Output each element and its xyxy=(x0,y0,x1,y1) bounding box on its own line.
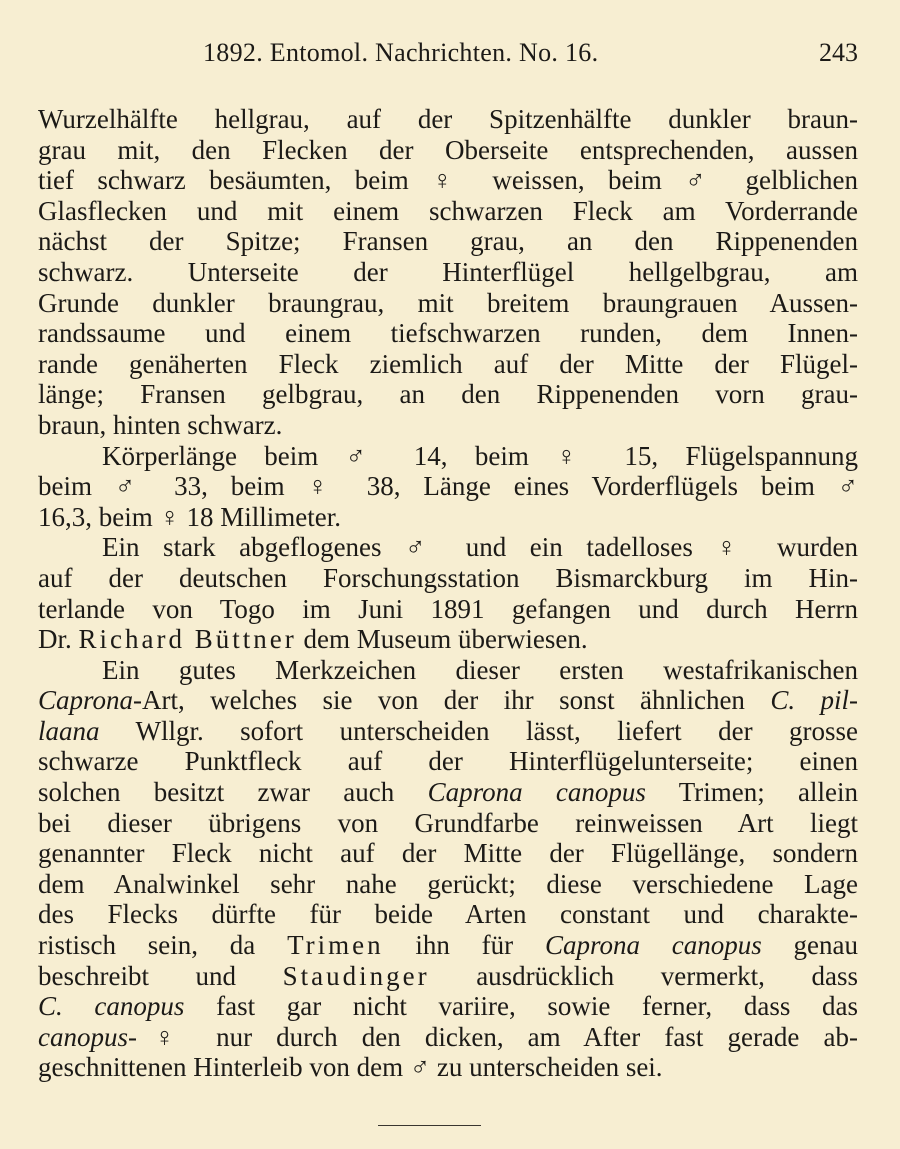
running-title: 1892. Entomol. Nachrichten. No. 16. xyxy=(203,38,599,67)
text-segment: -Art, welches sie von der ihr sonst ähnlichen xyxy=(133,685,771,716)
text-line: Körperlänge beim ♂ 14, beim ♀ 15, Flügelspannung xyxy=(102,440,858,471)
text-segment: dem Museum überwiesen. xyxy=(296,624,588,655)
text-line: Glasflecken und mit einem schwarzen Fleck am Vorderrande xyxy=(38,195,858,226)
text-line: Ein stark abgeflogenes ♂ und ein tadelloses ♀ wurden xyxy=(102,532,858,563)
italic-segment: C. canopus xyxy=(38,991,185,1022)
text-line: auf der deutschen Forschungsstation Bismarckburg im Hin- xyxy=(38,562,858,593)
text-line: länge; Fransen gelbgrau, an den Rippenenden vorn grau- xyxy=(38,379,858,410)
text-line: geschnittenen Hinterleib von dem ♂ zu unterscheiden sei. xyxy=(38,1052,663,1083)
text-segment: beschreibt und xyxy=(38,960,283,991)
italic-segment: canopus xyxy=(38,1021,128,1052)
text-line xyxy=(38,1022,858,1053)
text-line: terlande von Togo im Juni 1891 gefangen und durch Herrn xyxy=(38,593,858,624)
closing-rule xyxy=(378,1125,481,1126)
text-segment: genau xyxy=(761,930,859,961)
italic-segment: Caprona xyxy=(38,685,134,716)
body-text xyxy=(38,104,858,1083)
text-line: nächst der Spitze; Fransen grau, an den Rippenenden xyxy=(38,226,858,257)
text-segment: solchen besitzt zwar auch xyxy=(38,777,428,808)
text-segment: Trimen; allein xyxy=(645,777,858,808)
text-segment: Wllgr. sofort unterscheiden lässt, liefert der grosse xyxy=(99,715,858,746)
text-line xyxy=(38,624,858,655)
text-segment: fast gar nicht variire, sowie ferner, dass das xyxy=(184,991,858,1022)
text-line xyxy=(38,685,858,716)
text-line: Wurzelhälfte hellgrau, auf der Spitzenhälfte dunkler braun- xyxy=(38,104,858,134)
text-line: Ein gutes Merkzeichen dieser ersten westafrikanischen xyxy=(102,654,858,685)
text-line: tief schwarz besäumten, beim ♀ weissen, beim ♂ gelblichen xyxy=(38,165,858,196)
page-number: 243 xyxy=(819,38,858,67)
text-line: schwarze Punktfleck auf der Hinterflügelunterseite; einen xyxy=(38,746,858,777)
italic-segment: laana xyxy=(38,715,100,746)
text-segment: ausdrücklich vermerkt, dass xyxy=(429,960,859,991)
text-line xyxy=(38,991,858,1022)
text-line xyxy=(38,716,858,747)
text-segment: ihn für xyxy=(383,930,545,961)
text-line: schwarz. Unterseite der Hinterflügel hellgelbgrau, am xyxy=(38,256,858,287)
text-segment: ristisch sein, da xyxy=(38,930,288,961)
text-line xyxy=(38,930,858,961)
text-line: 16,3, beim ♀ 18 Millimeter. xyxy=(38,501,341,532)
text-line: beim ♂ 33, beim ♀ 38, Länge eines Vorderflügels beim ♂ xyxy=(38,471,858,502)
text-line xyxy=(38,961,858,992)
italic-segment: Caprona canopus xyxy=(427,777,646,808)
italic-segment: Caprona canopus xyxy=(544,930,762,961)
text-line: dem Analwinkel sehr nahe gerückt; diese verschiedene Lage xyxy=(38,868,858,899)
text-line: des Flecks dürfte für beide Arten constant und charakte- xyxy=(38,899,858,930)
document-page xyxy=(38,0,859,1083)
spaced-name-segment: Staudinger xyxy=(282,960,430,991)
text-line: genannter Fleck nicht auf der Mitte der Flügellänge, sondern xyxy=(38,838,858,869)
page-header xyxy=(38,0,858,80)
text-line: Grunde dunkler braungrau, mit breitem braungrauen Aussen- xyxy=(38,287,858,318)
text-segment: Dr. xyxy=(38,624,79,655)
text-line: bei dieser übrigens von Grundfarbe reinweissen Art liegt xyxy=(38,807,858,838)
text-line: randssaume und einem tiefschwarzen runden, dem Innen- xyxy=(38,318,858,349)
spaced-name-segment: Trimen xyxy=(287,930,384,961)
italic-segment: C. pil- xyxy=(770,685,858,716)
text-segment: -♀ nur durch den dicken, am After fast gerade ab- xyxy=(128,1021,858,1052)
spaced-name-segment: Richard Büttner xyxy=(78,624,297,655)
text-line xyxy=(38,777,858,808)
text-line: rande genäherten Fleck ziemlich auf der Mitte der Flügel- xyxy=(38,348,858,379)
text-line: braun, hinten schwarz. xyxy=(38,409,283,440)
text-line: grau mit, den Flecken der Oberseite entsprechenden, aussen xyxy=(38,134,858,165)
